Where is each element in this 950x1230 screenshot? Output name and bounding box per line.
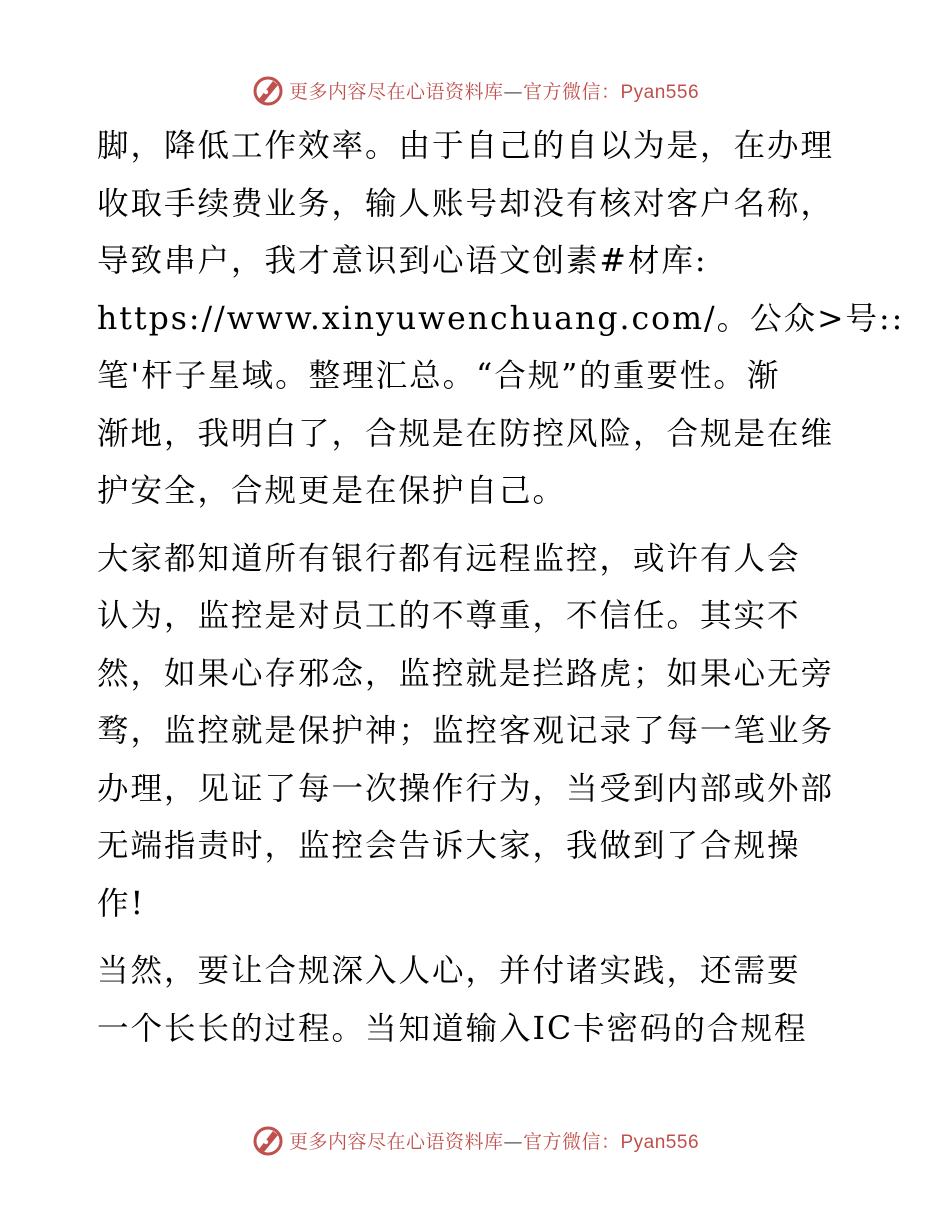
text-line: 当然，要让合规深入人心，并付诸实践，还需要 [97,953,801,989]
watermark-separator: — [503,1130,523,1153]
watermark-official: 官方微信： [522,80,621,103]
watermark-separator: — [503,80,523,103]
paragraph-3 [97,943,887,1058]
document-body [97,118,905,1058]
text-line: 渐地，我明白了，合规是在防控风险，合规是在维 [97,415,835,452]
text-line: 收取手续费业务，输人账号却没有核对客户名称， [97,185,835,222]
text-line: 大家都知道所有银行都有远程监控，或许有人会 [97,540,801,577]
text-line: 脚，降低工作效率。由于自己的自以为是，在办理 [97,128,835,164]
footer-watermark [0,1120,950,1160]
watermark-brand: 更多内容尽在心语资料库 [288,80,504,103]
watermark-brand: 更多内容尽在心语资料库 [288,1130,504,1153]
text-line: 笔'杆子星域。整理汇总。“合规”的重要性。渐 [97,358,781,394]
header-watermark [0,70,950,110]
watermark-official: 官方微信： [522,1130,621,1153]
watermark-text [289,77,699,104]
pen-logo-icon [251,73,285,107]
text-line: 然，如果心存邪念，监控就是拦路虎；如果心无旁 [97,655,835,692]
text-line: 骛，监控就是保护神；监控客观记录了每一笔业务 [97,713,835,749]
pen-logo-icon [251,1123,285,1157]
watermark-wechat-id: Pyan556 [620,1131,700,1153]
text-line: 无端指责时，监控会告诉大家，我做到了合规操 [97,828,801,864]
watermark-wechat-id: Pyan556 [620,81,700,103]
paragraph-1 [97,118,905,521]
watermark-text [289,1127,699,1154]
text-line: 办理，见证了每一次操作行为，当受到内部或外部 [97,770,835,807]
text-line: 认为，监控是对员工的不尊重，不信任。其实不 [97,598,801,634]
text-line: 一个长长的过程。当知道输入IC卡密码的合规程 [97,1010,808,1047]
text-line: 作! [97,885,146,922]
text-line: 导致串户，我才意识到心语文创素#材库: [97,243,708,279]
text-line: https://www.xinyuwenchuang.com/。公众>号:: [97,300,905,337]
text-line: 护安全，合规更是在保护自己。 [97,473,567,509]
paragraph-2 [97,531,887,934]
